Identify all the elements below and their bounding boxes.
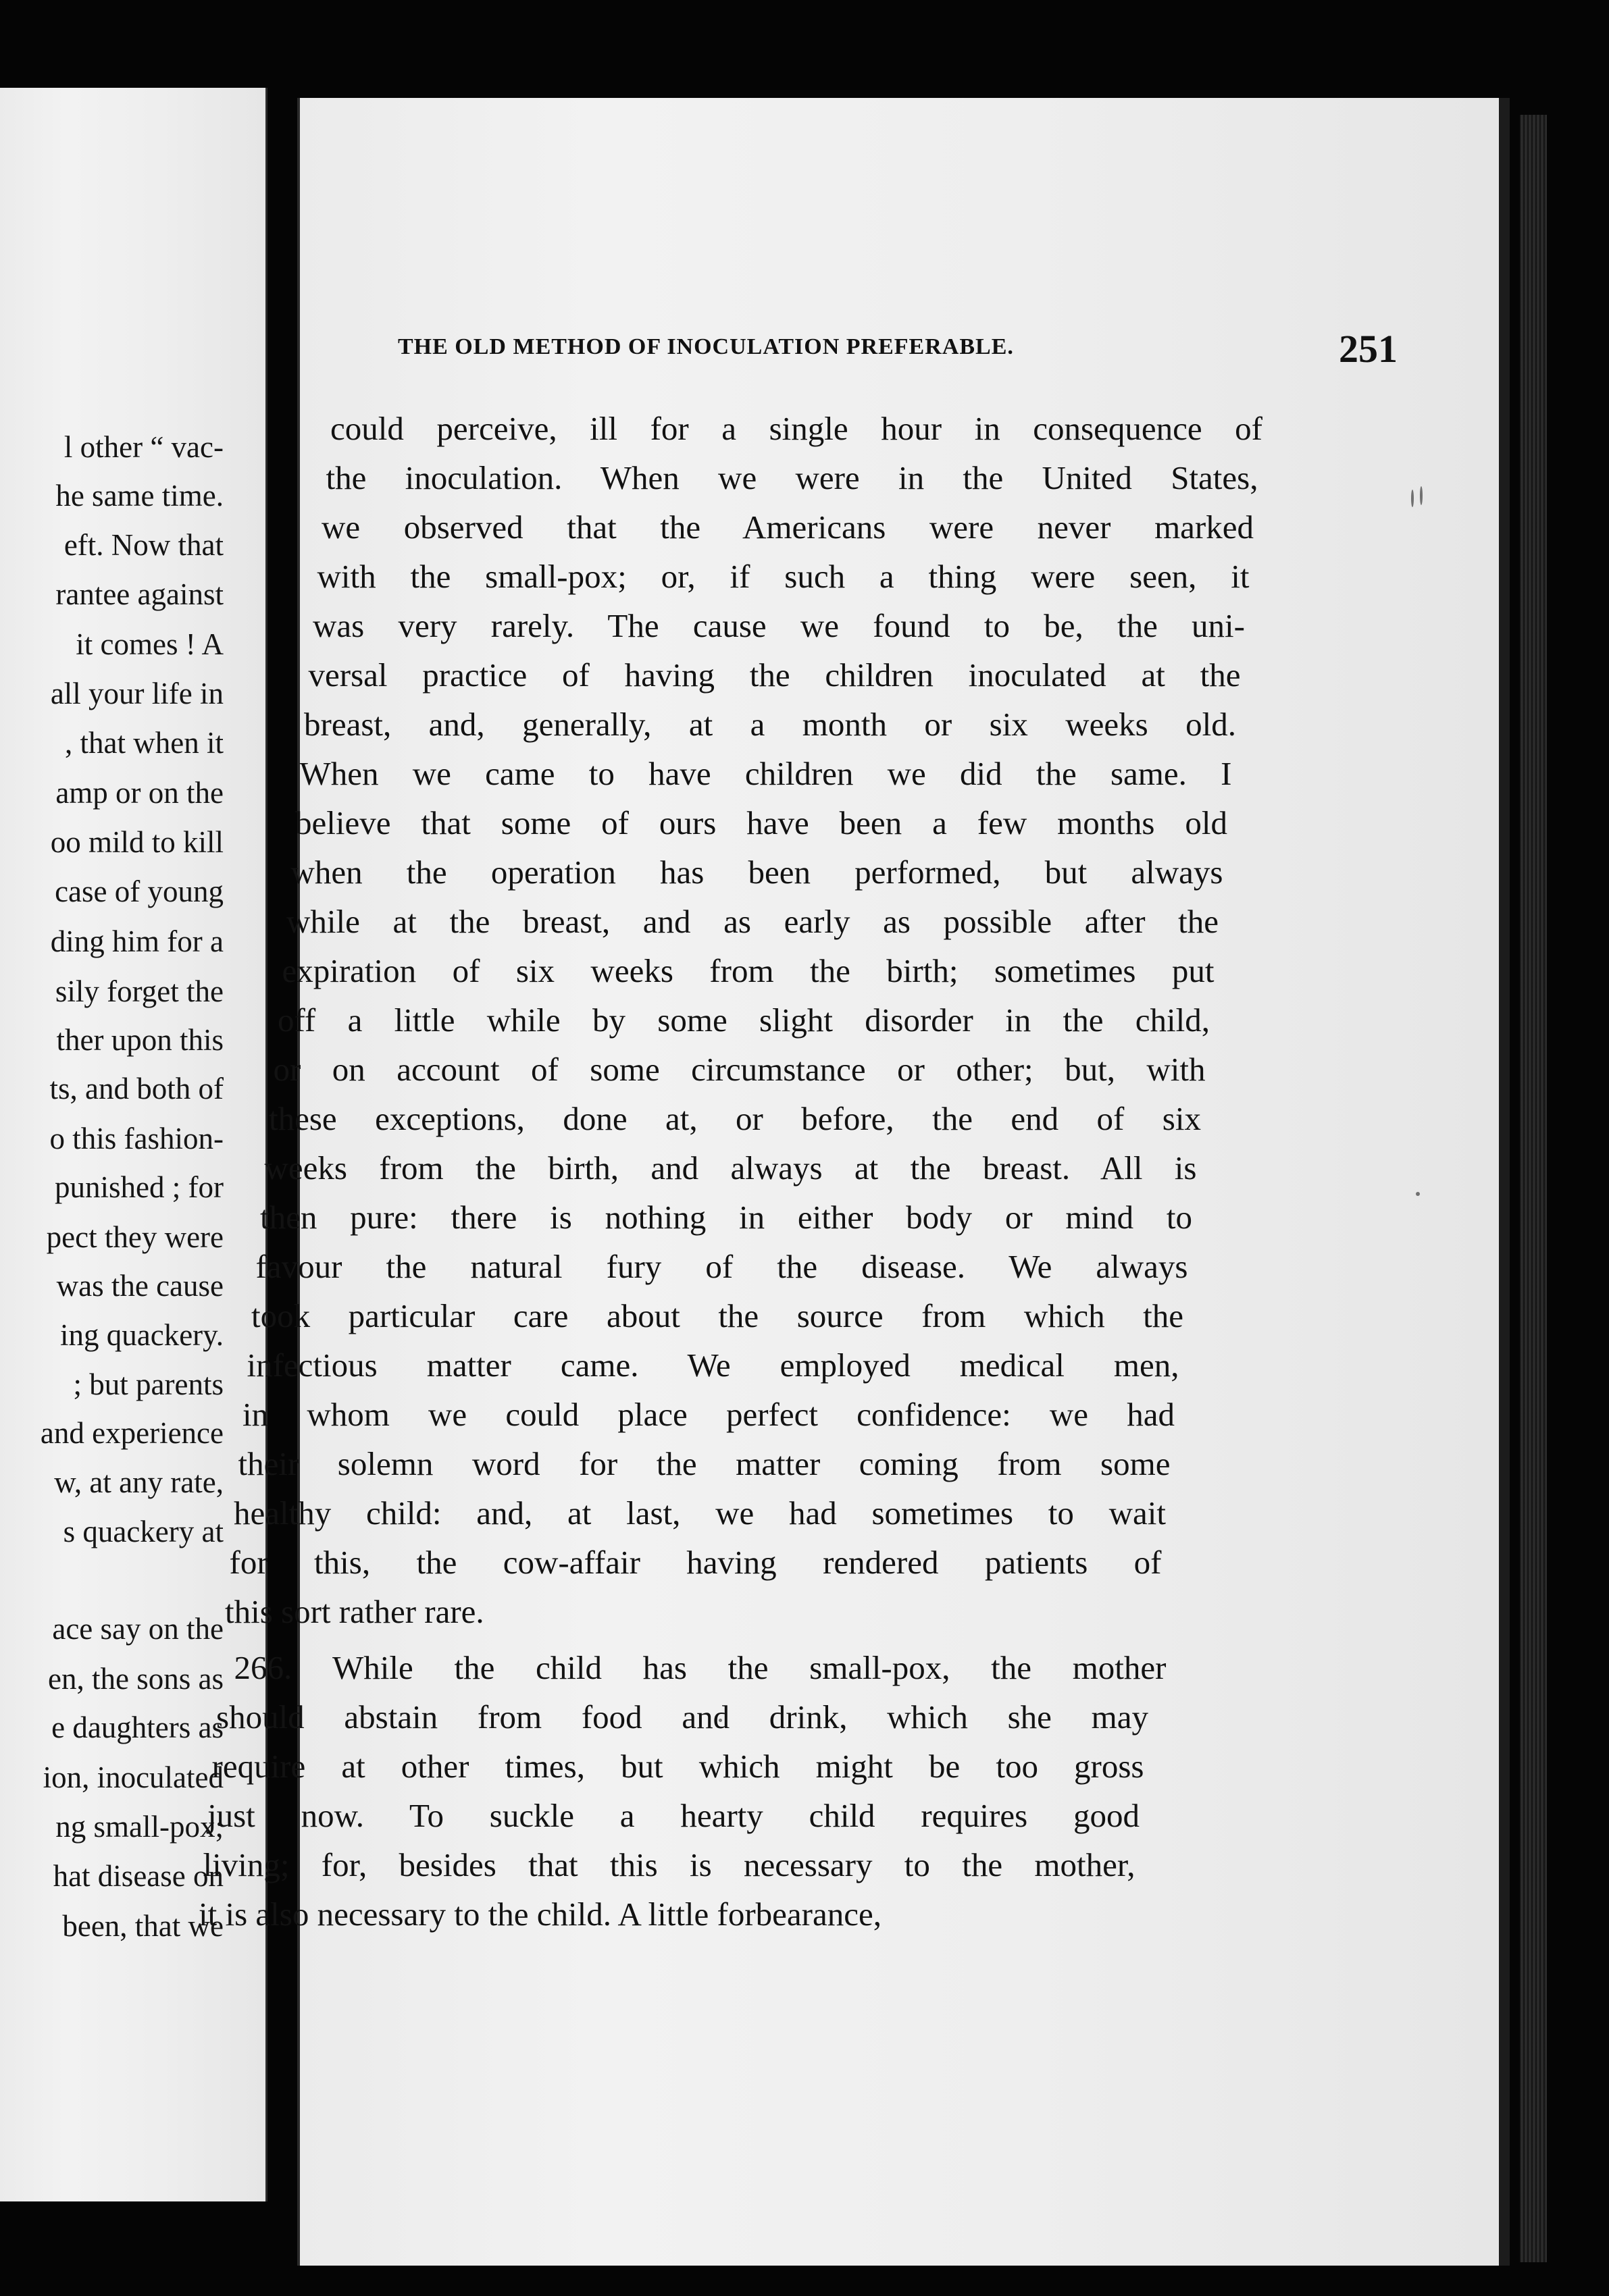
body-text-line: When we came to have children we did the same. I [299,755,1232,792]
body-text-line: took particular care about the source from which the [251,1297,1183,1334]
left-page-line: ace say on the [52,1612,224,1646]
left-page-line: punished ; for [55,1170,224,1204]
body-text-line: versal practice of having the children inoculated at the [308,656,1241,694]
left-page-line: case of young [55,875,224,908]
left-page-line: w, at any rate, [54,1465,224,1499]
left-page-line: , that when it [65,726,224,760]
left-page-line: it comes ! A [76,627,224,661]
left-page-line: oo mild to kill [50,825,224,859]
body-text-line: infectious matter came. We employed medical men, [247,1347,1179,1384]
left-page-line: hat disease on [53,1859,224,1893]
left-page-line: amp or on the [55,776,224,810]
left-page-line: ng small-pox; [55,1810,224,1844]
running-head-title: THE OLD METHOD OF INOCULATION PREFERABLE. [398,334,1014,359]
body-text-line: their solemn word for the matter coming from some [238,1445,1171,1482]
body-text-line: off a little while by some slight disorder in the child, [278,1001,1210,1039]
left-page-line: was the cause [56,1269,224,1303]
body-text-line: healthy child: and, at last, we had sometimes to wait [234,1494,1166,1532]
left-page-line: and experience [40,1416,224,1450]
left-page-line: l other “ vac- [63,430,224,464]
left-page-line: ion, inoculated [43,1760,224,1794]
print-speck [1416,1192,1420,1196]
paragraph-266-line: 266. While the child has the small-pox, the mother [234,1649,1167,1686]
body-text-line: for this, the cow-affair having rendered patients of [229,1544,1162,1581]
paragraph-266-line: it is also necessary to the child. A little forbearance, [199,1896,882,1933]
body-text-line: while at the breast, and as early as possible after the [286,903,1219,940]
body-text-line: then pure: there is nothing in either body or mind to [260,1199,1192,1236]
left-page-line: pect they were [46,1220,224,1254]
left-page-line: en, the sons as [48,1662,224,1696]
body-text-line: favour the natural fury of the disease. We always [255,1248,1188,1285]
body-text-line: or on account of some circumstance or other; but, with [273,1051,1206,1088]
book-binding-edge [1520,115,1547,2262]
paragraph-266-line: living; for, besides that this is necessary to the mother, [203,1846,1135,1883]
body-text-line: in whom we could place perfect confidence: we had [242,1396,1175,1433]
right-page [199,98,1510,2266]
paragraph-266-line: require at other times, but which might be too gross [211,1748,1144,1785]
body-text-line: believe that some of ours have been a few months old [295,804,1227,841]
page-number: 251 [1339,327,1398,371]
print-speck [1411,490,1414,507]
running-header [398,327,1398,371]
left-page-line: rantee against [55,577,224,611]
left-page-fragment [0,88,267,2201]
left-page-line: been, that we [62,1909,224,1943]
left-page-line: ing quackery. [60,1318,224,1352]
body-text-line: these exceptions, done at, or before, the end of six [269,1100,1201,1137]
left-page-line: ; but parents [73,1367,224,1401]
left-page-line: o this fashion- [49,1122,224,1155]
body-text-line: expiration of six weeks from the birth; sometimes put [282,952,1215,989]
left-page-line: ding him for a [50,924,224,958]
body-text-line: with the small-pox; or, if such a thing were seen, it [317,558,1250,595]
left-page-line: he same time. [55,479,224,513]
body-text-line: we observed that the Americans were never marked [322,508,1254,546]
left-page-line: ther upon this [56,1023,224,1057]
print-speck [1420,486,1423,505]
left-page-line: all your life in [50,677,224,710]
paragraph-266-line: just now. To suckle a hearty child requires good [207,1797,1140,1834]
body-text-line: weeks from the birth, and always at the breast. All is [264,1149,1197,1186]
body-text-line: was very rarely. The cause we found to be, the uni- [313,607,1245,644]
body-text-line: the inoculation. When we were in the United States, [326,459,1258,496]
left-page-line: s quackery at [63,1515,224,1548]
left-page-line: ts, and both of [49,1072,224,1105]
body-text-line: this sort rather rare. [225,1593,484,1630]
left-page-line: e daughters as [51,1711,224,1744]
left-page-line: sily forget the [55,974,224,1008]
left-page-line: eft. Now that [63,528,224,562]
body-text-line: when the operation has been performed, but always [290,854,1223,891]
body-text-line: could perceive, ill for a single hour in consequence of [330,410,1262,447]
body-text-line: breast, and, generally, at a month or six weeks old. [304,706,1236,743]
paragraph-266-line: should abstain from food and drink, which she may [216,1698,1148,1736]
